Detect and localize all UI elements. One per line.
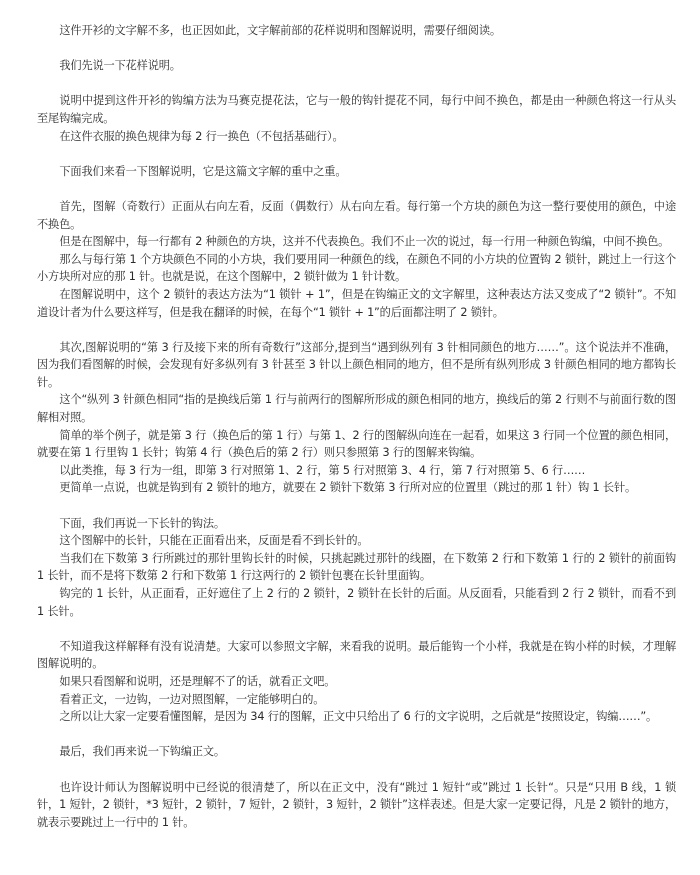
paragraph: 看着正文，一边钩，一边对照图解，一定能够明白的。 <box>59 692 325 706</box>
paragraph: 最后，我们再来说一下钩编正文。 <box>59 745 225 759</box>
paragraph: 下面，我们再说一下长针的钩法。 <box>59 516 225 530</box>
paragraph: 当我们在下数第 3 行所跳过的那针里钩长针的时候，只挑起跳过那针的线圈，在下数第 2 行和下数第 1 行的 2 锁针的前面钩 1 长针，而不是将下数第 2 行和下数第 1 行这两行的 2 锁针包裹在长针里面钩。 <box>37 551 676 583</box>
paragraph: 在图解说明中，这个 2 锁针的表达方法为“1 锁针 + 1”，但是在钩编正文的文字解里，这种表达方法又变成了“2 锁针”。不知道设计者为什么要这样写，但是我在翻译的时候，在每个“1 锁针 + 1”的后面都注明了 2 锁针。 <box>37 287 676 319</box>
paragraph: 下面我们来看一下图解说明，它是这篇文字解的重中之重。 <box>59 164 347 178</box>
paragraph: 那么与每行第 1 个方块颜色不同的小方块，我们要用同一种颜色的线，在颜色不同的小方块的位置钩 2 锁针，跳过上一行这个小方块所对应的那 1 针。也就是说，在这个图解中，2 锁针做为 1 针计数。 <box>37 252 676 284</box>
paragraph: 也许设计师认为图解说明中已经说的很清楚了，所以在正文中，没有“跳过 1 短针“或”跳过 1 长针“。只是“只用 B 线，1 锁针，1 短针，2 锁针，*3 短针，2 锁针，7 短针，2 锁针，3 短针，2 锁针”这样表述。但是大家一定要记得，凡是 2 锁针的地方，就表示要跳过上一行中的 1 针。 <box>37 780 676 829</box>
paragraph: 说明中提到这件开衫的钩编方法为马赛克提花法，它与一般的钩针提花不同，每行中间不换色，都是由一种颜色将这一行从头至尾钩编完成。 <box>37 94 676 125</box>
paragraph: 钩完的 1 长针，从正面看，正好遮住了上 2 行的 2 锁针，2 锁针在长针的后面。从反面看，只能看到 2 行 2 锁针，而看不到 1 长针。 <box>37 587 676 618</box>
paragraph: 之所以让大家一定要看懂图解，是因为 34 行的图解，正文中只给出了 6 行的文字说明，之后就是“按照设定，钩编……”。 <box>59 710 658 724</box>
paragraph: 首先，图解（奇数行）正面从右向左看，反面（偶数行）从右向左看。每行第一个方块的颜色为这一整行要使用的颜色，中途不换色。 <box>37 199 676 231</box>
paragraph: 更简单一点说，也就是钩到有 2 锁针的地方，就要在 2 锁针下数第 3 行所对应的位置里（跳过的那 1 针）钩 1 长针。 <box>59 481 637 495</box>
paragraph: 我们先说一下花样说明。 <box>59 59 181 73</box>
paragraph: 在这件衣服的换色规律为每 2 行一换色（不包括基础行）。 <box>59 129 344 143</box>
paragraph: 这件开衫的文字解不多，也正因如此，文字解前部的花样说明和图解说明，需要仔细阅读。 <box>59 24 501 37</box>
paragraph: 其次,图解说明的“第 3 行及接下来的所有奇数行”这部分,提到当“遇到纵列有 3 针相同颜色的地方……”。这个说法并不准确，因为我们看图解的时候，会发现有好多纵列有 3 针甚至 3 针以上颜色相同的地方，但不是所有纵列形成 3 针颜色相同的地方都钩长针。 <box>37 340 676 389</box>
paragraph: 这个图解中的长针，只能在正面看出来，反面是看不到长针的。 <box>59 534 369 548</box>
paragraph: 以此类推，每 3 行为一组，即第 3 行对照第 1、2 行，第 5 行对照第 3、4 行，第 7 行对照第 5、6 行…… <box>59 463 586 477</box>
paragraph: 简单的举个例子，就是第 3 行（换色后的第 1 行）与第 1、2 行的图解纵向连在一起看，如果这 3 行同一个位置的颜色相同，就要在第 1 行里钩 1 长针；钩第 4 行（换色后的第 2 行）则只参照第 3 行的图解来钩编。 <box>37 428 676 460</box>
paragraph: 不知道我这样解释有没有说清楚。大家可以参照文字解，来看我的说明。最后能钩一个小样，我就是在钩小样的时候，才理解图解说明的。 <box>37 639 676 671</box>
paragraph: 但是在图解中，每一行都有 2 种颜色的方块，这并不代表换色。我们不止一次的说过，每一行用一种颜色钩编，中间不换色。 <box>59 235 670 249</box>
paragraph: 如果只看图解和说明，还是理解不了的话，就看正文吧。 <box>59 674 336 688</box>
paragraph: 这个“纵列 3 针颜色相同“指的是换线后第 1 行与前两行的图解所形成的颜色相同的地方，换线后的第 2 行则不与前面行数的图解相对照。 <box>37 393 676 425</box>
